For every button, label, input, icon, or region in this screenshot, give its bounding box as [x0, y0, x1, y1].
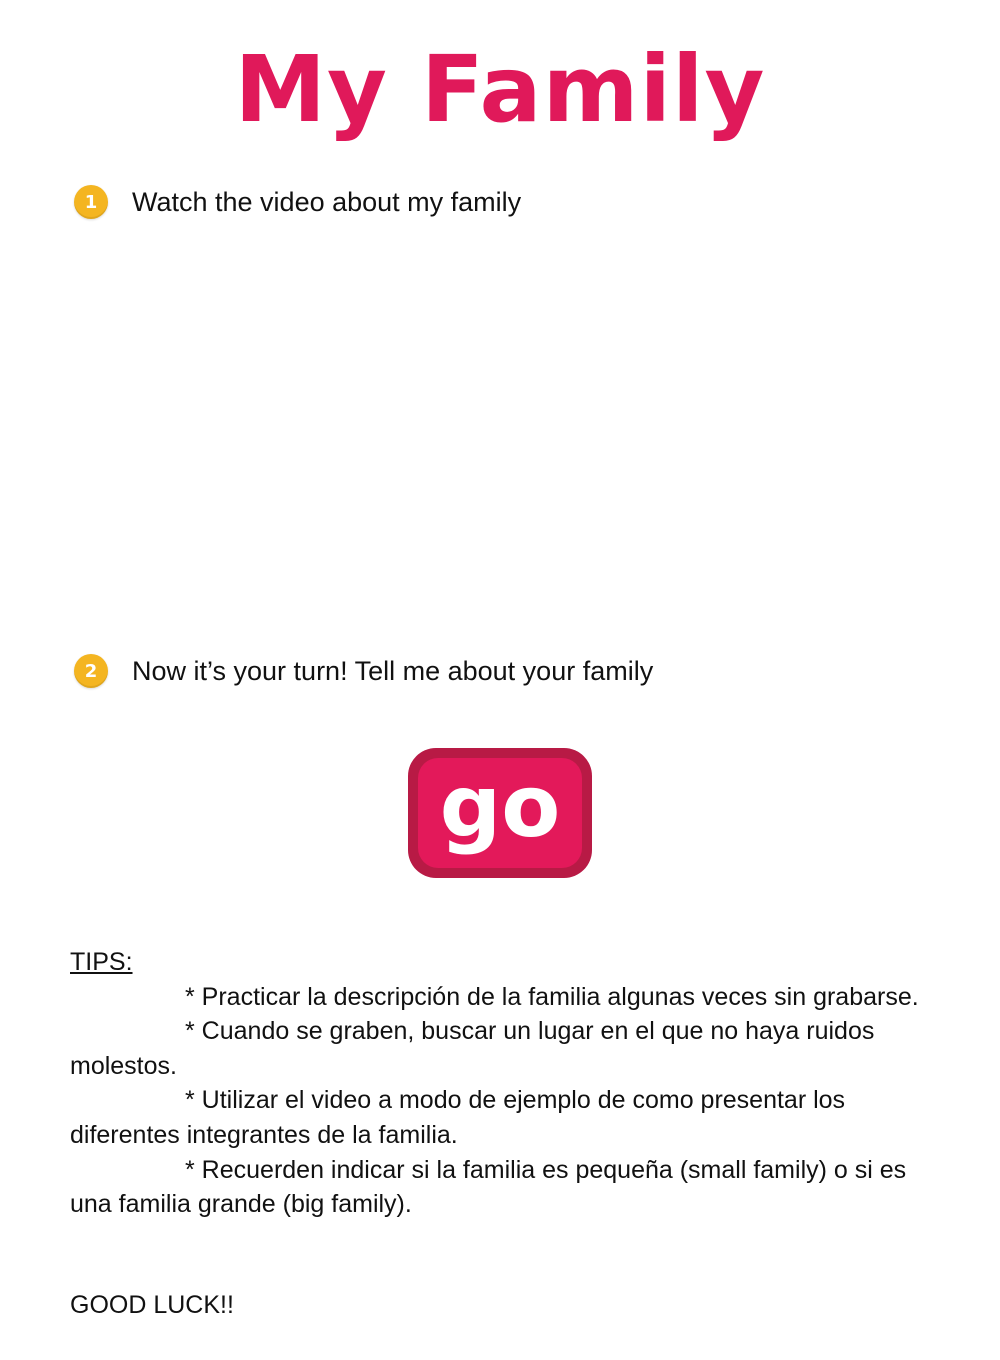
- tips-section: [70, 945, 940, 1222]
- step-1: [74, 182, 521, 222]
- step-2-instruction: Now it’s your turn! Tell me about your family: [132, 655, 654, 686]
- step-2: [74, 651, 653, 691]
- go-button[interactable]: [408, 748, 592, 878]
- video-embed-area[interactable]: [74, 240, 926, 630]
- tip-item-1: * Practicar la descripción de la familia algunas veces sin grabarse.: [185, 982, 919, 1011]
- tip-item-2: * Cuando se graben, buscar un lugar en el que no haya ruidos molestos.: [70, 1017, 875, 1080]
- closing-message: GOOD LUCK!!: [70, 1291, 234, 1319]
- go-button-label: go: [418, 758, 582, 868]
- tip-item-4: * Recuerden indicar si la familia es pequeña (small family) o si es una familia grande (big family).: [70, 1155, 907, 1219]
- step-number-badge-1: 1: [74, 185, 108, 219]
- step-1-instruction: Watch the video about my family: [132, 186, 522, 217]
- tips-heading: TIPS:: [70, 948, 133, 976]
- tip-item-3: * Utilizar el video a modo de ejemplo de como presentar los diferentes integrantes de la familia.: [70, 1086, 846, 1149]
- page-title: My Family: [234, 36, 766, 143]
- step-number-badge-2: 2: [74, 654, 108, 688]
